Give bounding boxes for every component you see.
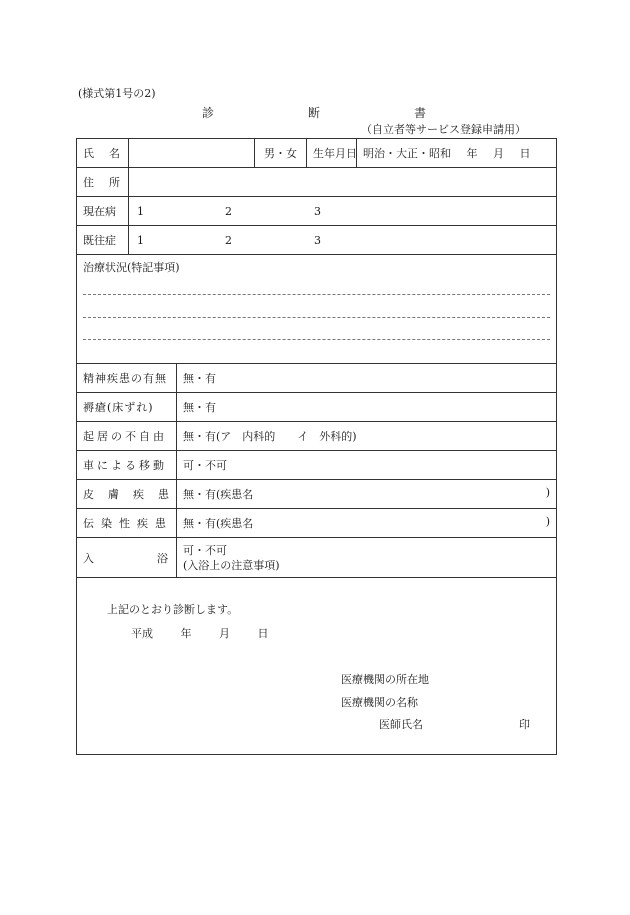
gender-field[interactable]: 男・女 (255, 139, 307, 168)
cert-day-label: 日 (257, 627, 269, 640)
wheelchair-field[interactable]: 可・不可 (177, 451, 557, 480)
form-number: (様式第1号の2) (78, 87, 156, 100)
bedsore-field[interactable]: 無・有 (177, 393, 557, 422)
clinic-name-label: 医療機関の名称 (341, 696, 418, 709)
bathing-row (77, 538, 557, 578)
skin-close-paren: ) (545, 486, 550, 499)
day-label: 日 (519, 147, 531, 160)
mobility-label: 起居の不自由 (77, 422, 177, 451)
past-illness-label: 既往症 (77, 226, 129, 255)
title-char-3: 書 (414, 106, 427, 120)
current-illness-num-3: 3 (314, 205, 321, 218)
treatment-label: 治療状況(特記事項) (83, 261, 180, 274)
diagnosis-form-table (76, 138, 557, 755)
current-illness-row (77, 197, 557, 226)
bathing-note: (入浴上の注意事項) (183, 558, 280, 572)
cert-year-label: 年 (180, 627, 192, 640)
skin-label: 皮膚疾患 (77, 480, 177, 509)
past-illness-num-3: 3 (314, 234, 321, 247)
current-illness-num-2: 2 (225, 205, 232, 218)
document-subtitle: （自立者等サービス登録申請用） (361, 123, 526, 136)
mental-field[interactable]: 無・有 (177, 364, 557, 393)
current-illness-field[interactable] (129, 197, 557, 226)
skin-row (77, 480, 557, 509)
wheelchair-row (77, 451, 557, 480)
month-label: 月 (493, 147, 504, 160)
current-illness-num-1: 1 (137, 205, 144, 218)
seal-mark: 印 (519, 718, 530, 731)
title-char-1: 診 (202, 106, 215, 120)
birth-date-field[interactable] (357, 139, 557, 168)
bathing-field[interactable] (177, 538, 557, 578)
bathing-label: 入 浴 (77, 538, 177, 578)
wheelchair-label: 車による移動 (77, 451, 177, 480)
name-field[interactable] (129, 139, 255, 168)
past-illness-num-1: 1 (137, 234, 144, 247)
infectious-value: 無・有(疾患名 (183, 517, 254, 530)
mobility-row (77, 422, 557, 451)
clinic-address-label: 医療機関の所在地 (341, 673, 429, 686)
treatment-line-2 (83, 317, 550, 318)
document-title (0, 104, 630, 120)
mobility-field[interactable]: 無・有(ア 内科的 イ 外科的) (177, 422, 557, 451)
infectious-label: 伝染性疾患 (77, 509, 177, 538)
past-illness-num-2: 2 (225, 234, 232, 247)
year-label: 年 (466, 147, 478, 160)
past-illness-row (77, 226, 557, 255)
certification-statement: 上記のとおり診断します。 (107, 603, 239, 616)
certification-block (77, 578, 557, 755)
certification-date[interactable] (131, 625, 269, 641)
infectious-row (77, 509, 557, 538)
doctor-name-label: 医師氏名 (379, 718, 423, 731)
treatment-field[interactable] (77, 255, 557, 364)
treatment-row (77, 255, 557, 364)
treatment-line-1 (83, 294, 550, 295)
address-field[interactable] (129, 168, 557, 197)
name-row (77, 139, 557, 168)
bedsore-row (77, 393, 557, 422)
cert-month-label: 月 (219, 627, 230, 640)
treatment-line-3 (83, 339, 550, 340)
past-illness-field[interactable] (129, 226, 557, 255)
infectious-field[interactable] (177, 509, 557, 538)
address-row (77, 168, 557, 197)
certification-row (77, 578, 557, 755)
skin-value: 無・有(疾患名 (183, 488, 254, 501)
skin-field[interactable] (177, 480, 557, 509)
era-options: 明治・大正・昭和 (363, 147, 451, 160)
birth-label: 生年月日 (307, 139, 357, 168)
address-label: 住 所 (77, 168, 129, 197)
bedsore-label: 褥瘡(床ずれ) (77, 393, 177, 422)
name-label: 氏 名 (77, 139, 129, 168)
mental-label: 精神疾患の有無 (77, 364, 177, 393)
title-char-2: 断 (308, 106, 321, 120)
mental-row (77, 364, 557, 393)
era-label: 平成 (131, 627, 153, 640)
infectious-close-paren: ) (545, 515, 550, 528)
bathing-value: 可・不可 (183, 543, 227, 557)
current-illness-label: 現在病 (77, 197, 129, 226)
